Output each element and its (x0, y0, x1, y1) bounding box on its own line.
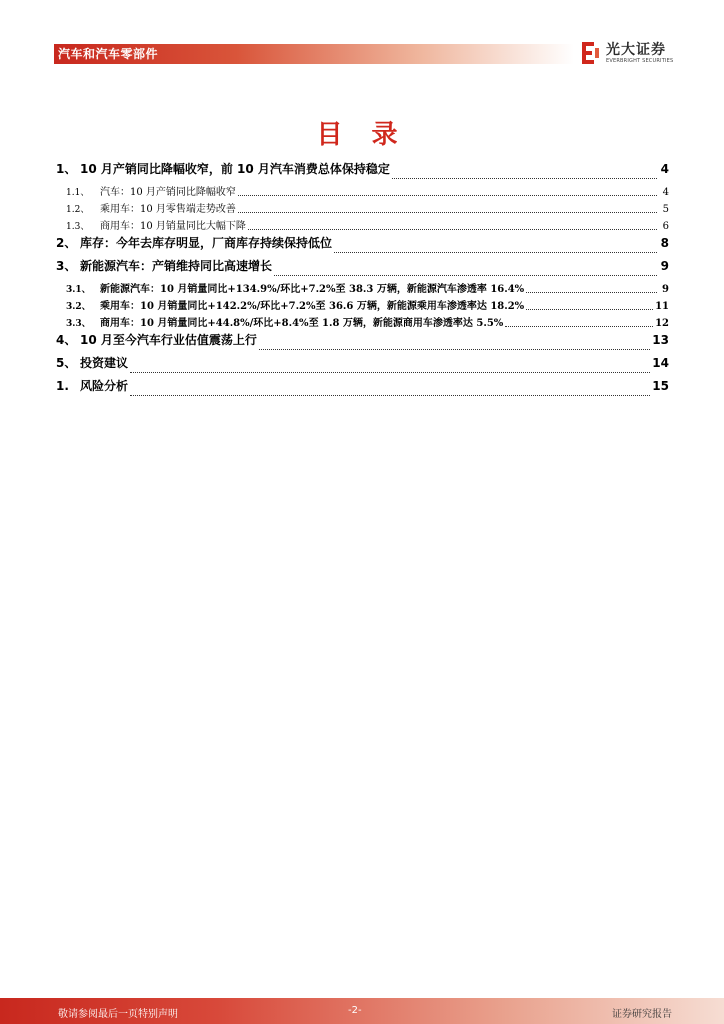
toc-entry[interactable] (56, 183, 669, 200)
toc-entry-page: 15 (652, 379, 669, 393)
toc-entry[interactable] (56, 314, 669, 331)
toc-entry-number: 2、 (56, 236, 77, 250)
header-section-label: 汽车和汽车零部件 (58, 47, 159, 61)
toc-entry-number: 3.1、 (66, 285, 91, 295)
toc-leader-dots (259, 349, 650, 350)
toc-entry-title: 10 月至今汽车行业估值震荡上行 (80, 333, 257, 347)
toc-entry-page: 14 (652, 356, 669, 370)
toc-entry-number: 3、 (56, 259, 77, 273)
footer-report-type: 证券研究报告 (612, 1009, 672, 1020)
toc-leader-dots (526, 292, 657, 293)
toc-entry-page: 9 (662, 284, 669, 295)
toc-entry-number: 1. (56, 379, 69, 393)
toc-entry-number: 3.3、 (66, 319, 91, 329)
toc-entry-page: 11 (655, 301, 669, 312)
toc-entry-title: 风险分析 (80, 379, 129, 393)
toc-entry[interactable] (56, 217, 669, 234)
toc-entry-page: 9 (660, 259, 669, 273)
toc-entry[interactable] (56, 160, 669, 183)
toc-leader-dots (505, 326, 653, 327)
toc-entry[interactable] (56, 354, 669, 377)
toc-leader-dots (238, 195, 657, 196)
toc-leader-dots (238, 212, 657, 213)
logo-name-cn: 光大证券 (606, 42, 666, 58)
company-logo (580, 38, 680, 68)
page-number: -2- (348, 1005, 362, 1016)
toc-entry-page: 8 (660, 236, 669, 250)
toc-entry[interactable] (56, 200, 669, 217)
toc-title: 目 录 (316, 120, 408, 150)
toc-entry-title: 新能源汽车：产销维持同比高速增长 (80, 259, 273, 273)
footer-disclaimer: 敬请参阅最后一页特别声明 (58, 1009, 178, 1020)
everbright-logo-icon (580, 40, 600, 66)
toc-entry-title: 商用车：10 月销量同比大幅下降 (100, 221, 246, 232)
logo-name-en: EVERBRIGHT SECURITIES (606, 58, 674, 64)
toc-entry[interactable] (56, 257, 669, 280)
toc-entry-number: 4、 (56, 333, 77, 347)
toc-entry-number: 1.1、 (66, 188, 90, 198)
toc-entry-page: 6 (662, 221, 669, 232)
toc-entry-number: 3.2、 (66, 302, 91, 312)
toc-entry-number: 1、 (56, 162, 77, 176)
toc-entry-title: 投资建议 (80, 356, 129, 370)
toc-entry-page: 4 (660, 162, 669, 176)
toc-entry-title: 10 月产销同比降幅收窄，前 10 月汽车消费总体保持稳定 (80, 162, 390, 176)
table-of-contents (56, 160, 669, 400)
toc-leader-dots (130, 372, 650, 373)
toc-entry-number: 1.2、 (66, 205, 90, 215)
toc-entry[interactable] (56, 234, 669, 257)
toc-entry-title: 库存：今年去库存明显，厂商库存持续保持低位 (80, 236, 333, 250)
toc-entry[interactable] (56, 297, 669, 314)
toc-entry-title: 商用车：10 月销量同比+44.8%/环比+8.4%至 1.8 万辆，新能源商用车渗透率达 5.5% (100, 318, 504, 329)
toc-entry-page: 13 (652, 333, 669, 347)
toc-entry-page: 5 (662, 204, 669, 215)
toc-entry[interactable] (56, 280, 669, 297)
toc-entry-page: 4 (662, 187, 669, 198)
toc-entry-page: 12 (655, 318, 669, 329)
toc-leader-dots (274, 275, 657, 276)
toc-entry[interactable] (56, 331, 669, 354)
toc-leader-dots (130, 395, 650, 396)
toc-entry[interactable] (56, 377, 669, 400)
toc-leader-dots (248, 229, 657, 230)
toc-leader-dots (526, 309, 653, 310)
toc-entry-number: 1.3、 (66, 222, 90, 232)
toc-leader-dots (334, 252, 657, 253)
toc-entry-number: 5、 (56, 356, 77, 370)
toc-leader-dots (392, 178, 657, 179)
toc-entry-title: 汽车：10 月产销同比降幅收窄 (100, 187, 236, 198)
toc-entry-title: 乘用车：10 月零售端走势改善 (100, 204, 236, 215)
toc-entry-title: 新能源汽车：10 月销量同比+134.9%/环比+7.2%至 38.3 万辆，新能源汽车渗透率 16.4% (100, 284, 525, 295)
toc-entry-title: 乘用车：10 月销量同比+142.2%/环比+7.2%至 36.6 万辆，新能源乘用车渗透率达 18.2% (100, 301, 525, 312)
